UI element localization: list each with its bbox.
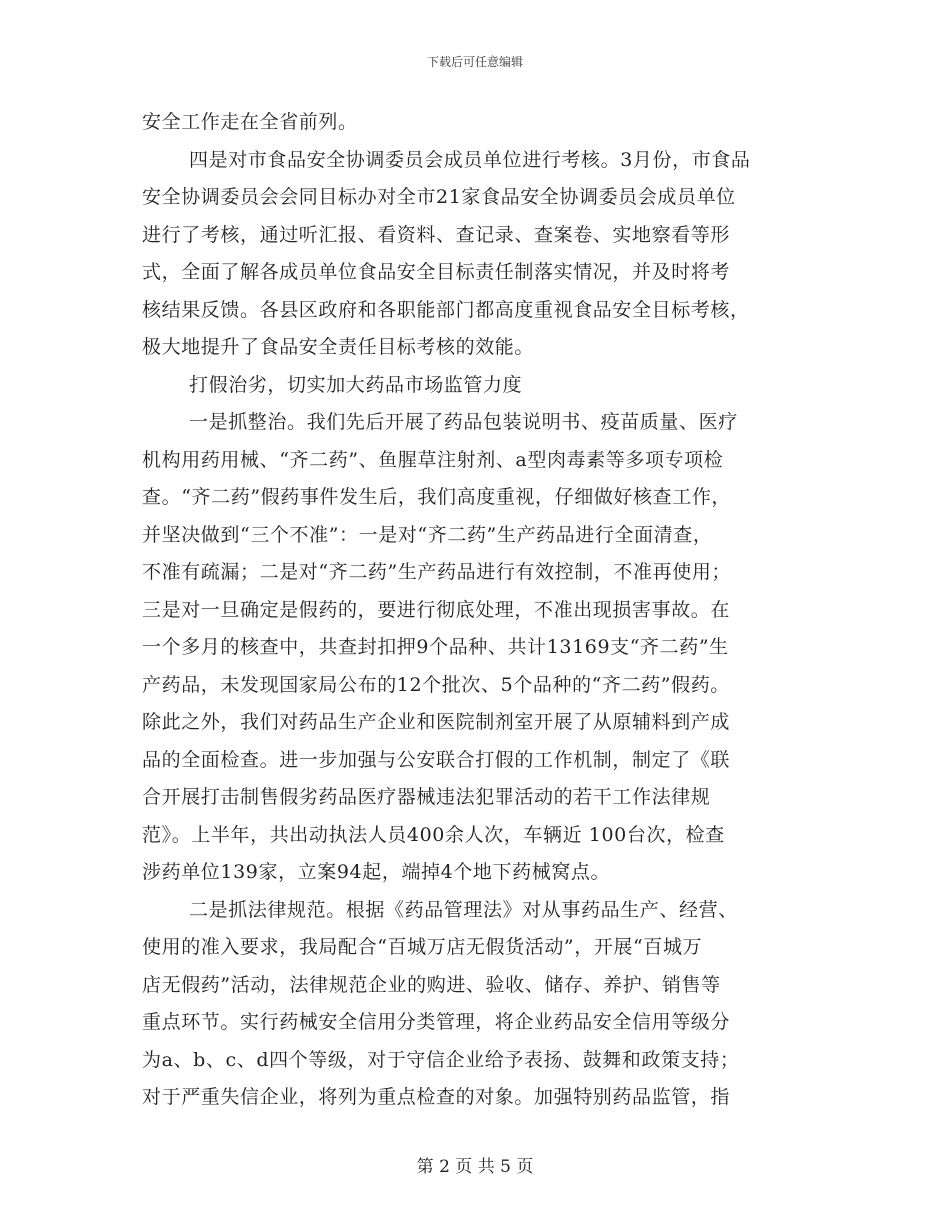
- document-body: [142, 104, 812, 1117]
- section-heading: 打假治劣，切实加大药品市场监管力度: [189, 373, 523, 396]
- text-line: 涉药单位139家，立案94起，端掉4个地下药械窝点。: [142, 861, 611, 883]
- text-line: 一是抓整治。我们先后开展了药品包装说明书、疫苗质量、医疗: [189, 411, 738, 433]
- text-line: 三是对一旦确定是假药的，要进行彻底处理，不准出现损害事故。在: [142, 598, 731, 621]
- text-line: 店无假药”活动，法律规范企业的购进、验收、储存、养护、销售等: [142, 973, 721, 996]
- text-line: 进行了考核，通过听汇报、看资料、查记录、查案卷、实地察看等形: [142, 223, 731, 246]
- text-line: 二是抓法律规范。根据《药品管理法》对从事药品生产、经营、: [189, 898, 738, 921]
- text-line: 为a、b、c、d四个等级，对于守信企业给予表扬、鼓舞和政策支持；: [142, 1048, 740, 1071]
- text-line: 品的全面检查。进一步加强与公安联合打假的工作机制，制定了《联: [142, 748, 731, 771]
- text-line: 核结果反馈。各县区政府和各职能部门都高度重视食品安全目标考核，: [142, 298, 750, 321]
- text-line: 合开展打击制售假劣药品医疗器械违法犯罪活动的若干工作法律规: [142, 786, 711, 808]
- text-line: 安全协调委员会会同目标办对全市21家食品安全协调委员会成员单位: [142, 186, 736, 208]
- text-line: 对于严重失信企业，将列为重点检查的对象。加强特别药品监管，指: [142, 1086, 731, 1108]
- text-line: 产药品，未发现国家局公布的12个批次、5个品种的“齐二药”假药。: [142, 673, 730, 696]
- text-line: 使用的准入要求，我局配合“百城万店无假货活动”，开展“百城万: [142, 936, 703, 958]
- page-footer: 第 2 页 共 5 页: [416, 1157, 534, 1177]
- text-line: 式，全面了解各成员单位食品安全目标责任制落实情况，并及时将考: [142, 261, 731, 283]
- text-line: 不准有疏漏；二是对“齐二药”生产药品进行有效控制，不准再使用；: [142, 561, 732, 583]
- text-line: 极大地提升了食品安全责任目标考核的效能。: [142, 336, 535, 358]
- text-line: 机构用药用械、“齐二药”、鱼腥草注射剂、a型肉毒素等多项专项检: [142, 448, 724, 471]
- text-line: 安全工作走在全省前列。: [142, 111, 358, 133]
- text-line: 重点环节。实行药械安全信用分类管理，将企业药品安全信用等级分: [142, 1011, 731, 1033]
- text-line: 一个多月的核查中，共查封扣押9个品种、共计13169支“齐二药”生: [142, 636, 729, 658]
- text-line: 四是对市食品安全协调委员会成员单位进行考核。3月份，市食品: [189, 148, 751, 171]
- page-header: 下载后可任意编辑: [426, 55, 523, 69]
- text-line: 查。“齐二药”假药事件发生后，我们高度重视，仔细做好核查工作，: [142, 486, 732, 508]
- text-line: 除此之外，我们对药品生产企业和医院制剂室开展了从原辅料到产成: [142, 711, 731, 733]
- text-line: 范》。上半年，共出动执法人员400余人次，车辆近 100台次，检查: [142, 823, 725, 846]
- text-line: 并坚决做到“三个不准”：一是对“齐二药”生产药品进行全面清查，: [142, 523, 713, 546]
